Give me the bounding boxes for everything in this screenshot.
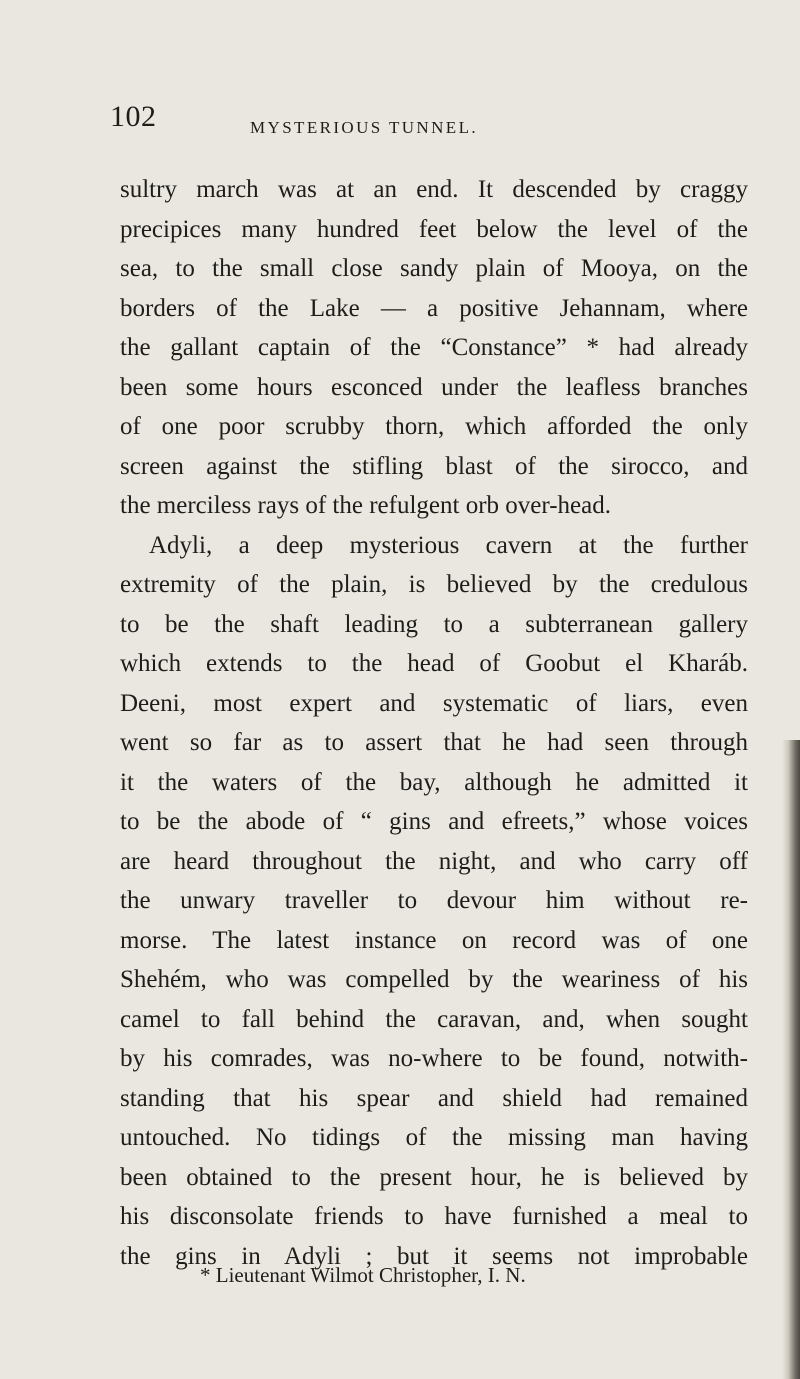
text-line: by his comrades, was no-where to be found, notwith- [120,1045,748,1072]
text-line: are heard throughout the night, and who carry off [120,847,748,875]
text-line: the unwary traveller to devour him without re- [120,887,748,914]
text-line: Adyli, a deep mysterious cavern at the further [149,531,748,559]
page-header [110,100,750,140]
text-line: borders of the Lake — a positive Jehannam, where [120,294,748,322]
body-text [120,170,748,1276]
text-line: which extends to the head of Goobut el Kharáb. [120,650,748,677]
text-line: morse. The latest instance on record was of one [120,926,748,954]
text-line: the gallant captain of the “Constance” * had already [120,334,748,361]
running-head: MYSTERIOUS TUNNEL. [250,118,479,137]
text-line: precipices many hundred feet below the level of the [120,215,748,243]
text-line: Shehém, who was compelled by the weariness of his [120,966,748,993]
text-line: extremity of the plain, is believed by the credulous [120,571,748,598]
text-line: the merciless rays of the refulgent orb over-head. [120,492,611,519]
text-line: of one poor scrubby thorn, which afforded the only [120,413,748,440]
text-line: sea, to the small close sandy plain of Mooya, on the [120,255,748,282]
text-line: untouched. No tidings of the missing man having [120,1124,748,1151]
text-line: to be the abode of “ gins and efreets,” whose voices [120,808,748,835]
text-line: been obtained to the present hour, he is believed by [120,1163,748,1191]
text-line: sultry march was at an end. It descended by craggy [120,176,748,203]
text-line: went so far as to assert that he had seen through [120,729,748,756]
text-line: camel to fall behind the caravan, and, when sought [120,1005,748,1033]
text-line: been some hours esconced under the leafless branches [120,373,748,401]
text-line: screen against the stifling blast of the sirocco, and [120,452,748,480]
text-line: standing that his spear and shield had remained [120,1084,748,1112]
page-edge-shadow [782,740,800,1379]
footnote: * Lieutenant Wilmot Christopher, I. N. [200,1263,526,1287]
text-line: the gins in Adyli ; but it seems not improbable [120,1242,748,1270]
text-line: it the waters of the bay, although he admitted it [120,768,748,796]
text-line: to be the shaft leading to a subterranean gallery [120,610,748,638]
page-number: 102 [110,100,157,133]
text-line: Deeni, most expert and systematic of liars, even [120,689,748,717]
text-line: his disconsolate friends to have furnished a meal to [120,1203,748,1230]
